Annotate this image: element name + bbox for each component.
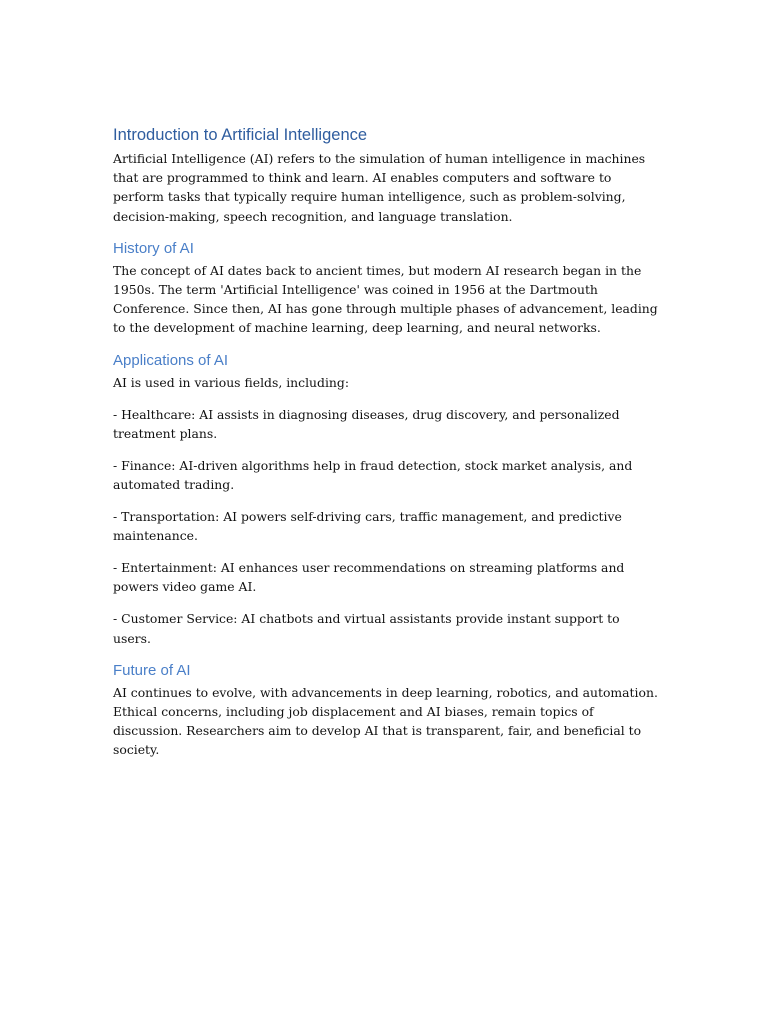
history-heading: History of AI (113, 239, 194, 257)
application-item-transportation: - Transportation: AI powers self-driving cars, traffic management, and predictive maintenance. (113, 509, 622, 544)
application-item-finance: - Finance: AI-driven algorithms help in fraud detection, stock market analysis, and automated trading. (113, 457, 633, 493)
document-title: Introduction to Artificial Intelligence (113, 126, 368, 144)
application-item-entertainment: - Entertainment: AI enhances user recommendations on streaming platforms and powers video game AI. (113, 560, 625, 595)
intro-paragraph: Artificial Intelligence (AI) refers to the simulation of human intelligence in machines that are programmed to think and learn. AI enables computers and software to perform tasks that typically require human intelligence, such as problem-solving, decision-making, speech recognition, and language translation. (113, 151, 646, 224)
applications-heading: Applications of AI (113, 351, 229, 369)
applications-section (113, 351, 658, 648)
applications-intro: AI is used in various fields, including: (113, 374, 350, 390)
history-section (113, 239, 658, 338)
future-paragraph: AI continues to evolve, with advancements in deep learning, robotics, and automation. Ethical concerns, including job displacement and AI biases, remain topics of discussion. Researchers aim to develop AI that is transparent, fair, and beneficial to society. (113, 684, 658, 758)
intro-section (113, 124, 658, 226)
future-section (113, 661, 658, 760)
history-paragraph: The concept of AI dates back to ancient times, but modern AI research began in the 1950s. The term 'Artificial Intelligence' was coined in 1956 at the Dartmouth Conference. Since then, AI has gone through multiple phases of advancement, leading to the development of machine learning, deep learning, and neural networks. (113, 262, 658, 336)
future-heading: Future of AI (113, 661, 191, 679)
application-item-healthcare: - Healthcare: AI assists in diagnosing diseases, drug discovery, and personalized treatment plans. (113, 406, 620, 441)
application-item-customer-service: - Customer Service: AI chatbots and virtual assistants provide instant support to users. (113, 611, 620, 646)
document-page (113, 124, 658, 773)
